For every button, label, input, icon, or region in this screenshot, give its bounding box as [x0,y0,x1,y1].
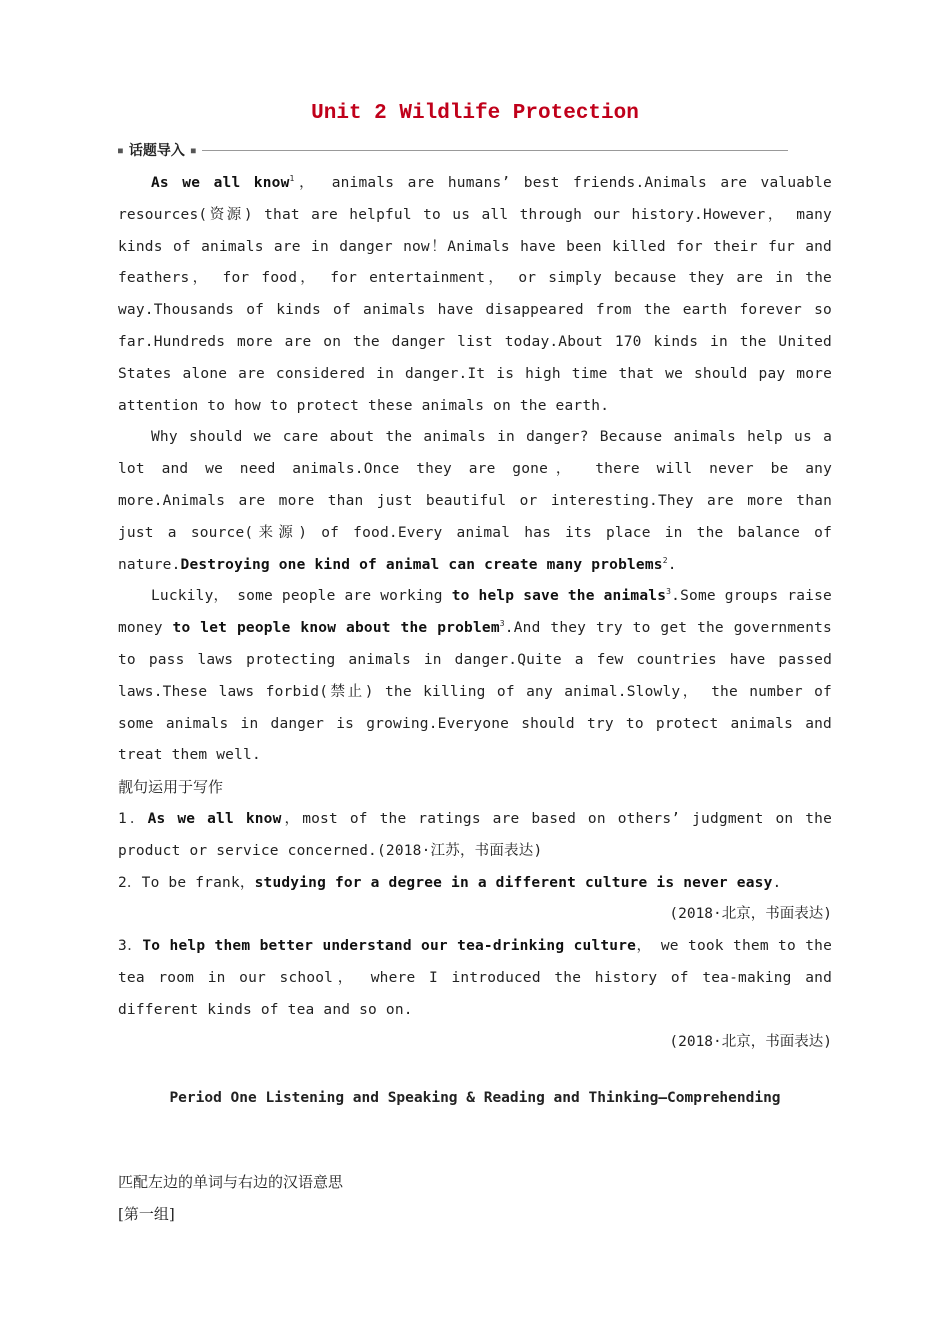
paragraph-text: .Some groups raise money [118,588,832,637]
example-3 [118,931,832,1026]
highlight-phrase: to help save the animals [451,588,667,605]
paragraph-text: ， animals are humans’ best friends.Animals are valuable resources(资源) that are helpful to us all through our history.However， many kinds of animals are in danger now！Animals have been killed for their fur and feathers， for food， for entertainment， or simply because they are in the way.Thousands of kinds of animals have disappeared from the earth forever so far.Hundreds more are on the danger list today.About 170 kinds in the United States alone are considered in danger.It is high time that we should pay more attention to how to protect these animals on the earth. [118,175,832,414]
example-1 [118,804,832,868]
matching-instructions: 匹配左边的单词与右边的汉语意思 [118,1173,344,1191]
highlight-phrase: studying for a degree in a different culture is never easy [254,874,773,891]
writing-heading: 靓句运用于写作 [118,778,224,797]
paragraph-3 [118,581,832,772]
square-bullet-icon: ■ [190,145,196,155]
document-body [118,96,832,1058]
example-number: 2． [118,874,142,891]
paragraph-2 [118,422,832,581]
footnote-mark: 1 [289,174,295,184]
example-number: 3． [118,938,143,955]
highlight-phrase: As we all know [147,810,282,827]
paragraph-1 [118,168,832,422]
example-2 [118,868,832,900]
paragraph-text: Why should we care about the animals in danger? Because animals help us a lot and we need animals.Once they are gone， there will never be any more.Animals are more than just beautiful or interesting.They are more than just a source(来源) of food.Every animal has its place in the balance of nature. [118,429,832,573]
paragraph-text: .And they try to get the governments to pass laws protecting animals in danger.Quite a few countries have passed laws.These laws forbid(禁止) the killing of any animal.Slowly， the number of some animals in danger is growing.Everyone should try to protect animals and treat them well. [118,620,832,764]
footnote-mark: 3 [499,619,505,629]
highlight-phrase: to let people know about the problem [172,620,500,637]
square-bullet-icon: ■ [118,145,123,155]
topic-label: 话题导入 [128,143,185,159]
example-text: . [772,874,782,891]
example-text: To be frank， [141,874,255,891]
divider-line [202,150,788,151]
paragraph-end: . [667,556,677,573]
period-title: Period One Listening and Speaking & Reading and Thinking—Comprehending [169,1090,781,1106]
highlight-phrase: To help them better understand our tea-drinking culture [142,938,637,955]
example-text: ， we took them to the tea room in our school， where I introduced the history of tea-making and different kinds of tea and so on. [118,938,832,1018]
example-3-source: (2018·北京，书面表达) [669,1033,832,1050]
group-label: [第一组] [118,1205,175,1223]
topic-header [118,136,832,164]
unit-title: Unit 2 Wildlife Protection [311,102,639,125]
footnote-mark: 2 [662,555,668,565]
footnote-mark: 3 [666,587,672,597]
example-2-source: (2018·北京，书面表达) [669,906,832,923]
example-text: ，most of the ratings are based on others’ judgment on the product or service concerned.(2018·江苏，书面表达) [118,810,833,859]
example-number: 1． [118,810,148,827]
highlight-phrase: As we all know [151,175,290,191]
highlight-phrase: Destroying one kind of animal can create many problems [180,556,663,573]
paragraph-text: Luckily， some people are working [151,588,452,605]
